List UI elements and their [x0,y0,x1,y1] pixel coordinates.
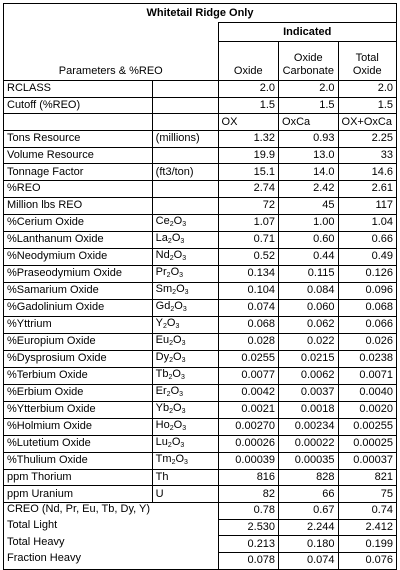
table-row [4,164,397,181]
row-label: ppm Thorium [4,469,153,486]
row-value: 0.0020 [338,401,396,418]
row-value: 0.93 [279,131,338,148]
row-value: 82 [218,486,279,503]
col-header-total-oxide: Total Oxide [338,42,396,81]
summary-value: 2.244 [279,519,338,536]
row-value: 0.71 [218,231,279,248]
row-value: 0.0238 [338,350,396,367]
table-row [4,384,397,401]
row-label: %Ytterbium Oxide [4,401,153,418]
row-label: %Terbium Oxide [4,367,153,384]
row-value: 0.066 [338,316,396,333]
row-unit: $Er_2O_3$ [152,384,218,401]
row-value: 0.00025 [338,435,396,452]
row-value: 0.068 [218,316,279,333]
reo-resource-table [3,3,397,570]
row-unit [152,181,218,198]
summary-row [4,519,397,536]
row-value: 0.66 [338,231,396,248]
row-value: OX+OxCa [338,114,396,131]
row-value: 0.115 [279,265,338,282]
row-label: Volume Resource [4,147,153,164]
table-row [4,97,397,114]
table-row [4,299,397,316]
row-unit [152,81,218,98]
table-row [4,265,397,282]
reo-table-container [3,3,397,570]
indicated-header: Indicated [218,23,396,42]
table-row [4,367,397,384]
table-row [4,114,397,131]
summary-value: 0.199 [338,536,396,553]
row-value: 0.00039 [218,452,279,469]
col-header-oxide-carbonate: Oxide Carbonate [279,42,338,81]
row-value: 2.42 [279,181,338,198]
table-row [4,333,397,350]
row-label: %Erbium Oxide [4,384,153,401]
table-title: Whitetail Ridge Only [4,4,397,23]
row-unit: $Eu_2O_3$ [152,333,218,350]
row-value: 0.068 [338,299,396,316]
row-value: 1.00 [279,214,338,231]
row-value: 0.0215 [279,350,338,367]
row-unit: $Yb_2O_3$ [152,401,218,418]
row-value: 1.32 [218,131,279,148]
row-value: 0.0255 [218,350,279,367]
group-header-spacer [4,23,219,42]
summary-value: 0.076 [338,552,396,569]
table-row [4,147,397,164]
row-unit: $Lu_2O_3$ [152,435,218,452]
table-row [4,197,397,214]
row-value: 0.022 [279,333,338,350]
row-unit: $La_2O_3$ [152,231,218,248]
row-value: 75 [338,486,396,503]
row-value: 0.0040 [338,384,396,401]
row-value: 0.52 [218,248,279,265]
row-label: %Yttrium [4,316,153,333]
title-row [4,4,397,23]
row-value: 13.0 [279,147,338,164]
row-value: 15.1 [218,164,279,181]
table-row [4,316,397,333]
summary-value: 0.74 [338,502,396,519]
summary-value: 2.412 [338,519,396,536]
row-unit: (ft3/ton) [152,164,218,181]
summary-value: 0.213 [218,536,279,553]
row-label: ppm Uranium [4,486,153,503]
row-value: 1.5 [338,97,396,114]
row-unit: $Nd_2O_3$ [152,248,218,265]
row-value: 72 [218,197,279,214]
row-value: 1.04 [338,214,396,231]
row-label: Tonnage Factor [4,164,153,181]
row-label: %Holmium Oxide [4,418,153,435]
row-value: 2.0 [279,81,338,98]
row-value: 14.6 [338,164,396,181]
row-value: 66 [279,486,338,503]
column-header-row [4,42,397,81]
row-value: 14.0 [279,164,338,181]
row-label: %Samarium Oxide [4,282,153,299]
summary-row [4,502,397,519]
row-value: 828 [279,469,338,486]
table-row [4,452,397,469]
summary-label: Fraction Heavy [4,552,219,569]
table-row [4,401,397,418]
row-value: 1.5 [279,97,338,114]
row-label: Cutoff (%REO) [4,97,153,114]
table-row [4,131,397,148]
row-value: 0.060 [279,299,338,316]
row-value: 1.5 [218,97,279,114]
summary-row [4,552,397,569]
row-unit: $Ce_2O_3$ [152,214,218,231]
table-row [4,435,397,452]
table-row [4,282,397,299]
row-value: 33 [338,147,396,164]
row-value: 0.0077 [218,367,279,384]
row-value: 0.096 [338,282,396,299]
row-unit [152,114,218,131]
row-label: %Lutetium Oxide [4,435,153,452]
row-label: %Thulium Oxide [4,452,153,469]
summary-value: 0.78 [218,502,279,519]
row-label: %Dysprosium Oxide [4,350,153,367]
row-unit: Th [152,469,218,486]
table-row [4,231,397,248]
summary-value: 0.180 [279,536,338,553]
row-unit: $Sm_2O_3$ [152,282,218,299]
row-label: %Gadolinium Oxide [4,299,153,316]
row-value: 1.07 [218,214,279,231]
row-label: %Europium Oxide [4,333,153,350]
row-value: OxCa [279,114,338,131]
row-value: 0.0018 [279,401,338,418]
row-unit: $Tm_2O_3$ [152,452,218,469]
row-value: 0.062 [279,316,338,333]
row-value: 0.0037 [279,384,338,401]
row-label: Tons Resource [4,131,153,148]
row-label: %REO [4,181,153,198]
summary-row [4,536,397,553]
row-unit: $Dy_2O_3$ [152,350,218,367]
row-value: 0.074 [218,299,279,316]
row-value: 2.25 [338,131,396,148]
row-value: 19.9 [218,147,279,164]
row-value: 2.61 [338,181,396,198]
row-value: 816 [218,469,279,486]
row-value: 0.00022 [279,435,338,452]
row-value: 0.0021 [218,401,279,418]
row-value: 2.0 [218,81,279,98]
row-label: %Praseodymium Oxide [4,265,153,282]
summary-label: Total Light [4,519,219,536]
row-value: 2.74 [218,181,279,198]
row-unit: $Ho_2O_3$ [152,418,218,435]
row-value: 0.44 [279,248,338,265]
row-value: 0.00026 [218,435,279,452]
table-row [4,81,397,98]
row-unit [152,147,218,164]
row-value: 0.028 [218,333,279,350]
row-unit: $Gd_2O_3$ [152,299,218,316]
row-value: 117 [338,197,396,214]
row-value: 2.0 [338,81,396,98]
row-value: 0.084 [279,282,338,299]
row-value: 0.00035 [279,452,338,469]
row-unit [152,197,218,214]
row-label: Million lbs REO [4,197,153,214]
row-value: 0.00270 [218,418,279,435]
table-row [4,181,397,198]
row-unit: (millions) [152,131,218,148]
table-row [4,214,397,231]
row-value: 0.00234 [279,418,338,435]
table-row [4,486,397,503]
group-header-row [4,23,397,42]
row-label: %Cerium Oxide [4,214,153,231]
params-header: Parameters & %REO [4,42,219,81]
row-value: 45 [279,197,338,214]
row-value: 0.00255 [338,418,396,435]
row-label [4,114,153,131]
row-value: 0.49 [338,248,396,265]
row-value: 0.0071 [338,367,396,384]
summary-label: CREO (Nd, Pr, Eu, Tb, Dy, Y) [4,502,219,519]
row-label: %Lanthanum Oxide [4,231,153,248]
summary-label: Total Heavy [4,536,219,553]
table-row [4,350,397,367]
row-value: 0.134 [218,265,279,282]
row-unit: $Tb_2O_3$ [152,367,218,384]
row-value: 0.104 [218,282,279,299]
row-unit [152,97,218,114]
row-value: OX [218,114,279,131]
summary-value: 2.530 [218,519,279,536]
table-row [4,248,397,265]
row-value: 0.0062 [279,367,338,384]
row-value: 821 [338,469,396,486]
row-value: 0.00037 [338,452,396,469]
summary-value: 0.074 [279,552,338,569]
row-label: %Neodymium Oxide [4,248,153,265]
row-unit: $Pr_2O_3$ [152,265,218,282]
row-label: RCLASS [4,81,153,98]
col-header-oxide: Oxide [218,42,279,81]
summary-value: 0.67 [279,502,338,519]
table-row [4,418,397,435]
row-value: 0.026 [338,333,396,350]
row-value: 0.60 [279,231,338,248]
table-row [4,469,397,486]
row-value: 0.126 [338,265,396,282]
summary-value: 0.078 [218,552,279,569]
row-value: 0.0042 [218,384,279,401]
row-unit: U [152,486,218,503]
row-unit: $Y_2O_3$ [152,316,218,333]
